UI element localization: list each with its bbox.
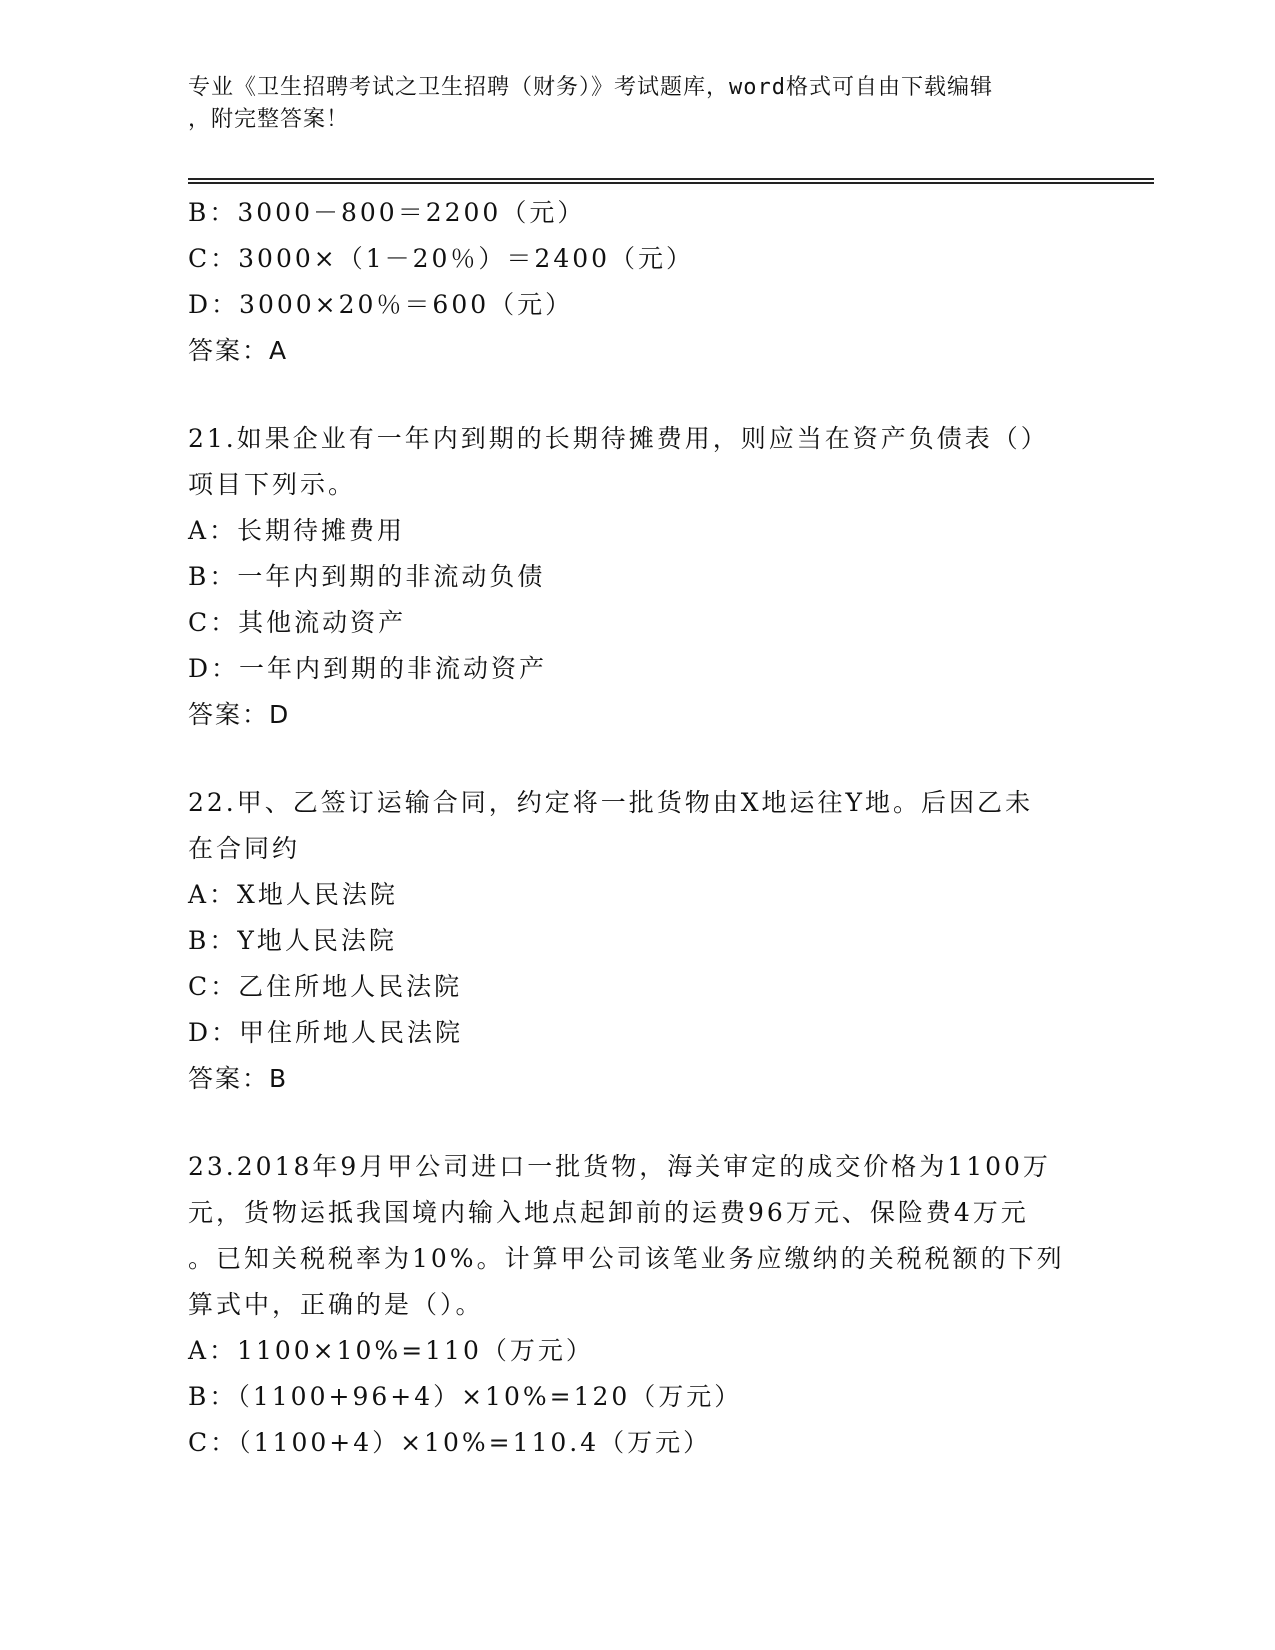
option-c: C：其他流动资产	[188, 608, 407, 637]
option-b: B：3000－800＝2200（元）	[188, 198, 586, 227]
option-d: D：甲住所地人民法院	[188, 1018, 464, 1047]
spacer	[188, 1102, 1088, 1144]
option-d: D：3000×20％＝600（元）	[188, 290, 574, 319]
question-stem: 元，货物运抵我国境内输入地点起卸前的运费96万元、保险费4万元	[188, 1198, 1029, 1227]
question-20-tail	[188, 190, 1088, 374]
header-line-1: 专业《卫生招聘考试之卫生招聘（财务）》考试题库，word格式可自由下载编辑	[188, 75, 993, 100]
option-b: B：（1100+96+4）×10%=120（万元）	[188, 1382, 743, 1411]
option-c: C：3000×（1－20％）＝2400（元）	[188, 244, 695, 273]
header-divider-bottom	[188, 182, 1154, 184]
question-stem: 21.如果企业有一年内到期的长期待摊费用，则应当在资产负债表（）	[188, 424, 1049, 453]
question-21	[188, 416, 1088, 738]
option-a: A：长期待摊费用	[188, 516, 406, 545]
option-c: C：（1100+4）×10%=110.4（万元）	[188, 1428, 712, 1457]
question-list	[188, 190, 1088, 1466]
option-c: C：乙住所地人民法院	[188, 972, 463, 1001]
spacer	[188, 374, 1088, 416]
question-stem: 23.2018年9月甲公司进口一批货物，海关审定的成交价格为1100万	[188, 1152, 1051, 1181]
option-a: A：X地人民法院	[188, 880, 398, 909]
option-d: D：一年内到期的非流动资产	[188, 654, 548, 683]
document-header	[188, 72, 1088, 136]
answer-label: 答案：B	[188, 1064, 289, 1093]
question-stem: 项目下列示。	[188, 470, 357, 499]
answer-label: 答案：A	[188, 336, 289, 365]
question-22	[188, 780, 1088, 1102]
question-stem: 。已知关税税率为10%。计算甲公司该笔业务应缴纳的关税税额的下列	[188, 1244, 1065, 1273]
header-divider-top	[188, 178, 1154, 180]
question-stem: 算式中，正确的是（）。	[188, 1290, 484, 1319]
question-stem: 22.甲、乙签订运输合同，约定将一批货物由X地运往Y地。后因乙未	[188, 788, 1034, 817]
option-b: B：一年内到期的非流动负债	[188, 562, 546, 591]
header-line-2: ，附完整答案！	[188, 107, 350, 132]
option-a: A：1100×10%=110（万元）	[188, 1336, 594, 1365]
question-23	[188, 1144, 1088, 1466]
option-b: B：Y地人民法院	[188, 926, 397, 955]
question-stem: 在合同约	[188, 834, 301, 863]
answer-label: 答案：D	[188, 700, 291, 729]
spacer	[188, 738, 1088, 780]
